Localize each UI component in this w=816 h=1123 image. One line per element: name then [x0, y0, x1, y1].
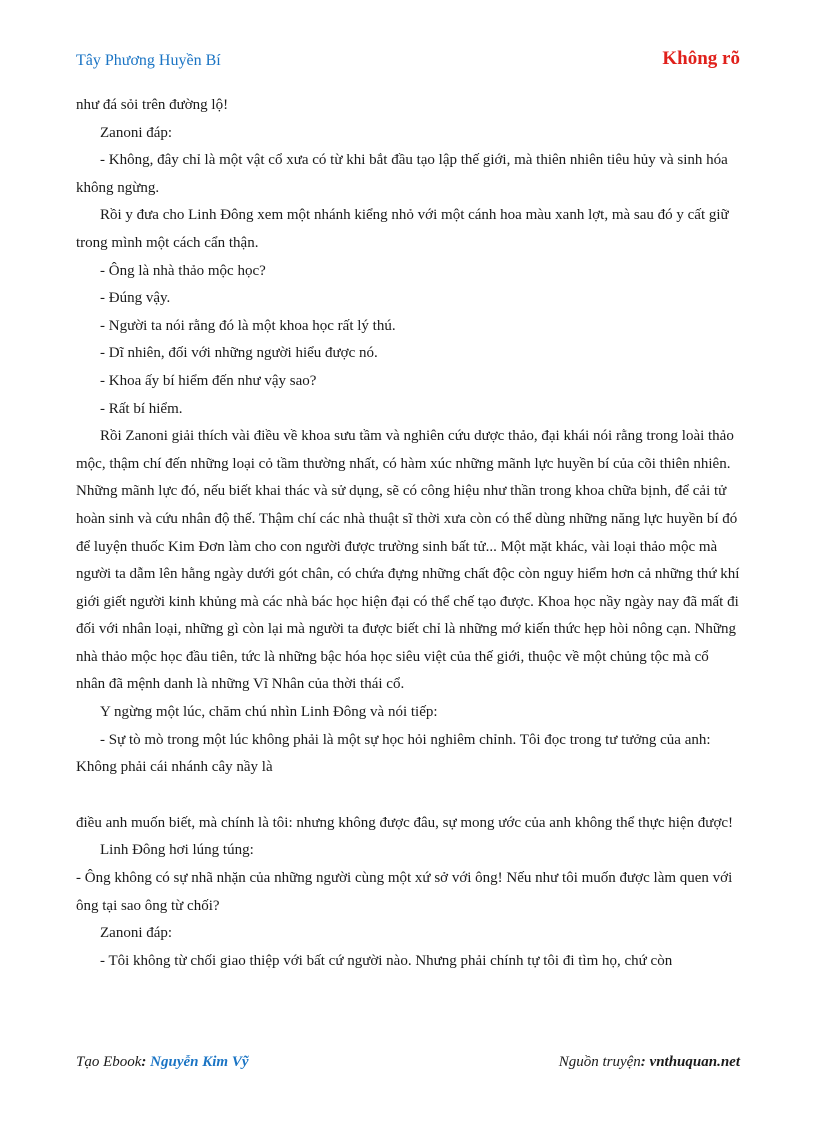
source-label: Nguồn truyện [558, 1054, 641, 1070]
paragraph: như đá sỏi trên đường lộ! [76, 97, 229, 113]
paragraph: điều anh muốn biết, mà chính là tôi: nhưng không được đâu, sự mong ước của anh không thể thực hiện được! [76, 814, 734, 831]
ebook-creator-name: Nguyễn Kim Vỹ [150, 1054, 249, 1070]
ebook-credit: Tạo Ebook: Nguyễn Kim Vỹ [76, 1054, 249, 1070]
source-credit: Nguồn truyện: vnthuquan.net [558, 1054, 740, 1070]
paragraph: Zanoni đáp: [100, 925, 173, 942]
page-body [76, 92, 740, 975]
paragraph: - Không, đây chỉ là một vật cổ xưa có từ khi bắt đầu tạo lập thế giới, mà thiên nhiên tiêu hủy và sinh hóa không ngừng. [76, 152, 728, 196]
paragraph: Rồi Zanoni giải thích vài điều về khoa sưu tầm và nghiên cứu dược thảo, đại khái nói rằng trong loài thảo mộc, thậm chí đến những loại cỏ tầm thường nhất, có hàm xúc những mãnh lực huyền bí của cõi thiên nhiên. Những mãnh lực đó, nếu biết khai thác và sử dụng, sẽ có công hiệu như thần trong khoa chữa bịnh, để cải tử hoàn sinh và cứu nhân độ thế. Thậm chí các nhà thuật sĩ thời xưa còn có thể dùng những năng lực huyền bí đó để luyện thuốc Kim Đơn làm cho con người được trường sinh bất tử... Một mặt khác, vài loại thảo mộc mà người ta dẫm lên hằng ngày dưới gót chân, có chứa đựng những chất độc còn nguy hiểm hơn cả những thứ khí giới giết người kinh khủng mà các nhà bác học hiện đại có thể chế tạo được. Khoa học nầy ngày nay đã mất đi đối với nhân loại, những gì còn lại mà người ta được biết chỉ là những mớ kiến thức hẹp hòi nông cạn. Những nhà thảo mộc học đầu tiên, tức là những bậc hóa học siêu việt của thế giới, thuộc về một chủng tộc mà cổ nhân đã mệnh danh là những Vĩ Nhân của thời thái cổ. [76, 428, 740, 693]
page-header [76, 48, 740, 76]
paragraph: - Ông không có sự nhã nhặn của những người cùng một xứ sở với ông! Nếu như tôi muốn được làm quen với ông tại sao ông từ chối? [76, 870, 733, 914]
paragraph: - Ông là nhà thảo mộc học? [100, 262, 266, 279]
paragraph: - Tôi không từ chối giao thiệp với bất cứ người nào. Nhưng phải chính tự tôi đi tìm họ, chứ còn [100, 952, 673, 969]
paragraph: Rồi y đưa cho Linh Đông xem một nhánh kiểng nhỏ với một cánh hoa màu xanh lợt, mà sau đó y cất giữ trong mình một cách cẩn thận. [76, 207, 729, 251]
paragraph: - Rất bí hiểm. [100, 400, 183, 417]
book-title: Tây Phương Huyền Bí [76, 52, 221, 69]
paragraph: - Sự tò mò trong một lúc không phải là một sự học hỏi nghiêm chỉnh. Tôi đọc trong tư tưởng của anh: Không phải cái nhánh cây nầy là [76, 731, 711, 776]
paragraph: Zanoni đáp: [100, 124, 173, 141]
paragraph: - Dĩ nhiên, đối với những người hiểu được nó. [100, 345, 378, 362]
author-name: Không rõ [662, 48, 740, 69]
paragraph: - Người ta nói rằng đó là một khoa học rất lý thú. [100, 317, 396, 334]
paragraph: - Khoa ấy bí hiểm đến như vậy sao? [100, 372, 317, 389]
paragraph: Y ngừng một lúc, chăm chú nhìn Linh Đông và nói tiếp: [100, 704, 438, 721]
page-footer [76, 1054, 740, 1078]
ebook-label: Tạo Ebook [76, 1054, 142, 1070]
paragraph: Linh Đông hơi lúng túng: [100, 842, 254, 859]
source-site: vnthuquan.net [649, 1054, 740, 1070]
paragraph: - Đúng vậy. [100, 290, 171, 307]
